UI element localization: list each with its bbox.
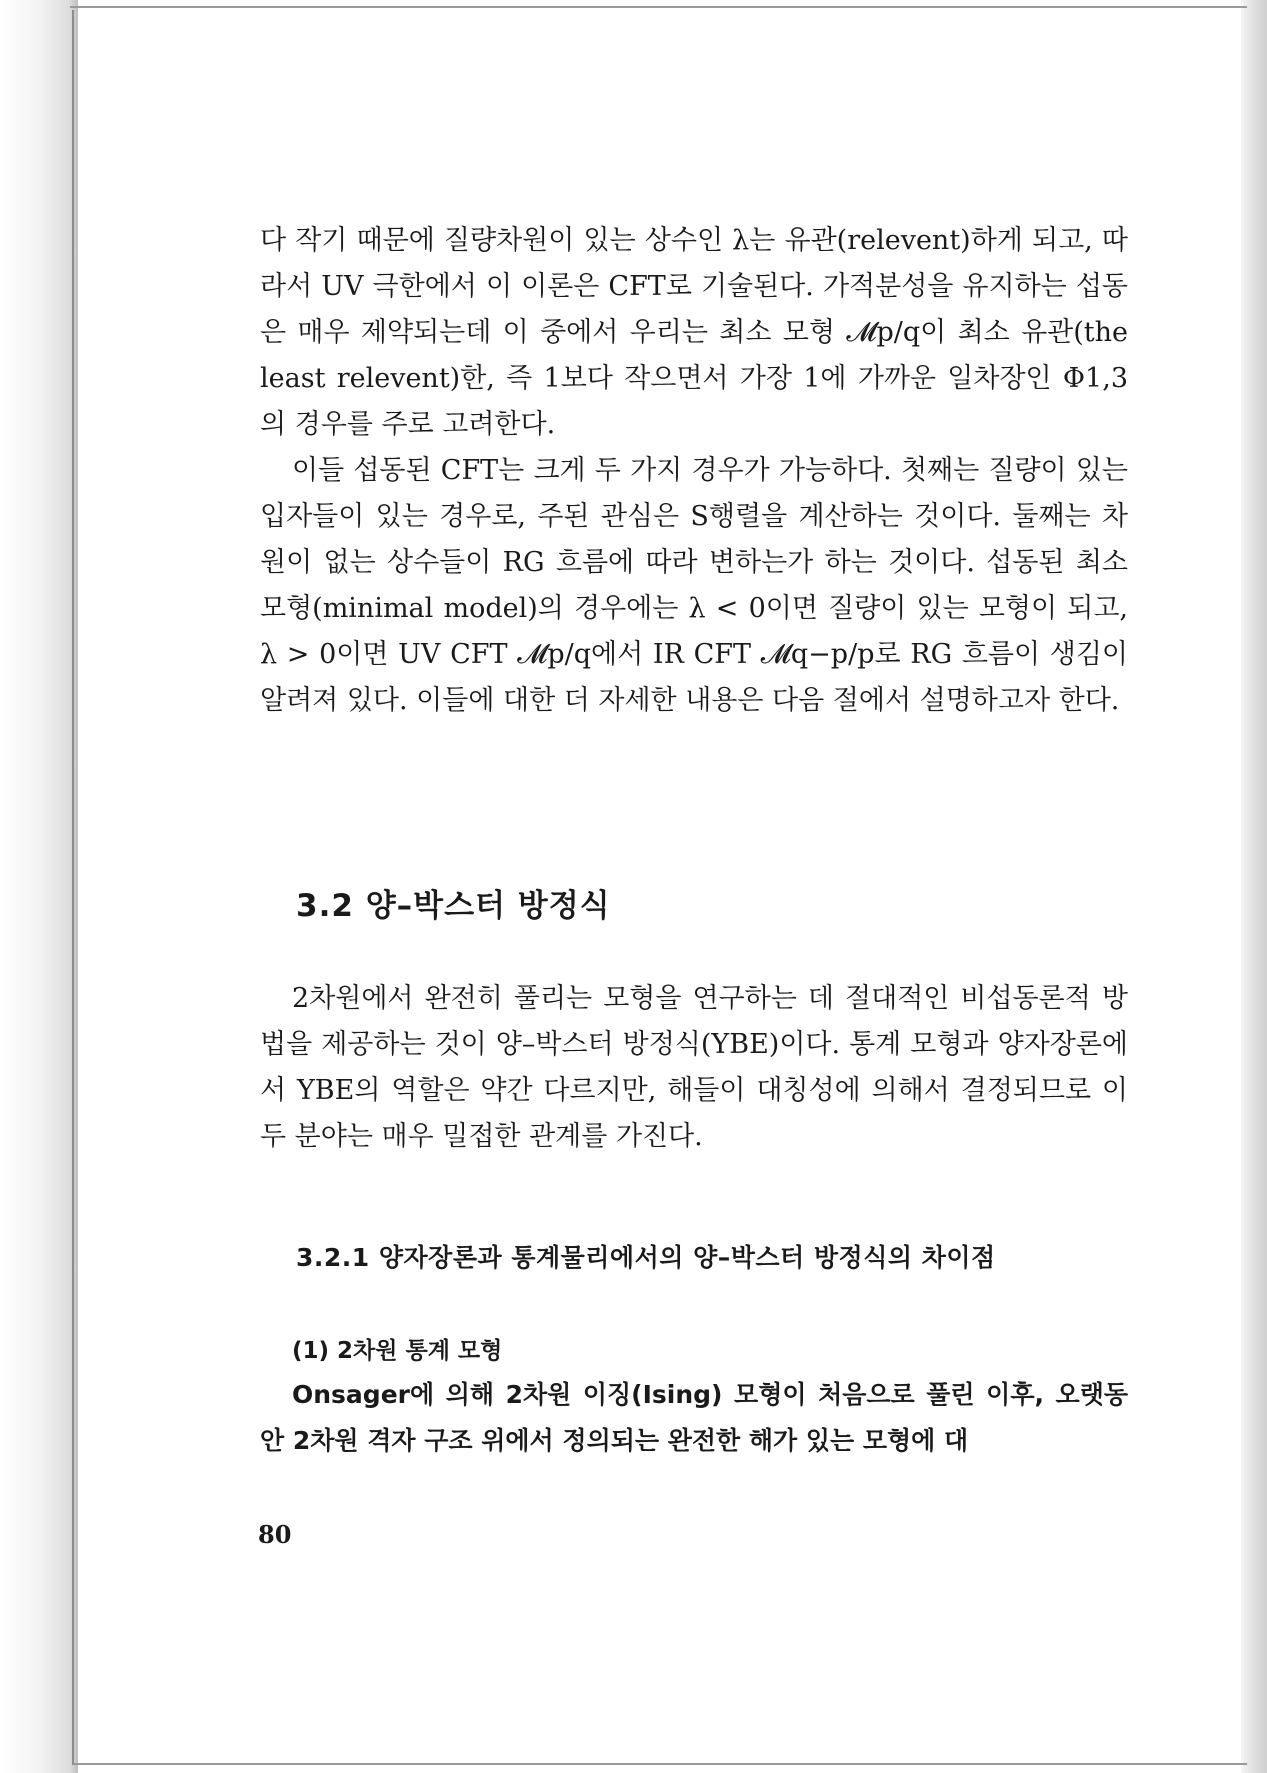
paragraph-4: Onsager에 의해 2차원 이징(Ising) 모형이 처음으로 풀린 이후, 오랫동안 2차원 격자 구조 위에서 정의되는 완전한 해가 있는 모형에 대: [260, 1380, 1128, 1455]
page-number: 80: [258, 1520, 292, 1549]
section-title: 3.2 양–박스터 방정식: [296, 888, 611, 924]
paragraph-3: 2차원에서 완전히 풀리는 모형을 연구하는 데 절대적인 비섭동론적 방법을 제공하는 것이 양–박스터 방정식(YBE)이다. 통계 모형과 양자장론에서 YBE의 역할은 약간 다르지만, 해들이 대칭성에 의해서 결정되므로 이 두 분야는 매우 밀접한 관계를 가진다.: [260, 983, 1128, 1152]
body-text-middle: [260, 976, 1128, 1160]
subsubsection-title: (1) 2차원 통계 모형: [292, 1338, 503, 1364]
page-right-edge: [1241, 0, 1267, 1773]
body-text-bottom: [260, 1372, 1128, 1464]
page-left-edge: [0, 0, 78, 1773]
page-top-edge: [70, 0, 1247, 8]
subsection-title: 3.2.1 양자장론과 통계물리에서의 양–박스터 방정식의 차이점: [296, 1243, 996, 1272]
paragraph-1: 다 작기 때문에 질량차원이 있는 상수인 λ는 유관(relevent)하게 되고, 따라서 UV 극한에서 이 이론은 CFT로 기술된다. 가적분성을 유지하는 섭동은 매우 제약되는데 이 중에서 우리는 최소 모형 𝓜p/q이 최소 유관(the least relevent)한, 즉 1보다 작으면서 가장 1에 가까운 일차장인 Φ1,3의 경우를 주로 고려한다.: [260, 225, 1128, 440]
page-bottom-edge: [74, 1763, 1247, 1773]
body-text-top: [260, 218, 1128, 724]
page-left-edge-line: [72, 10, 74, 1765]
paragraph-2: 이들 섭동된 CFT는 크게 두 가지 경우가 가능하다. 첫째는 질량이 있는 입자들이 있는 경우로, 주된 관심은 S행렬을 계산하는 것이다. 둘째는 차원이 없는 상수들이 RG 흐름에 따라 변하는가 하는 것이다. 섭동된 최소 모형(minimal model)의 경우에는 λ < 0이면 질량이 있는 모형이 되고, λ > 0이면 UV CFT 𝓜p/q에서 IR CFT 𝓜q−p/p로 RG 흐름이 생김이 알려져 있다. 이들에 대한 더 자세한 내용은 다음 절에서 설명하고자 한다.: [260, 455, 1128, 716]
